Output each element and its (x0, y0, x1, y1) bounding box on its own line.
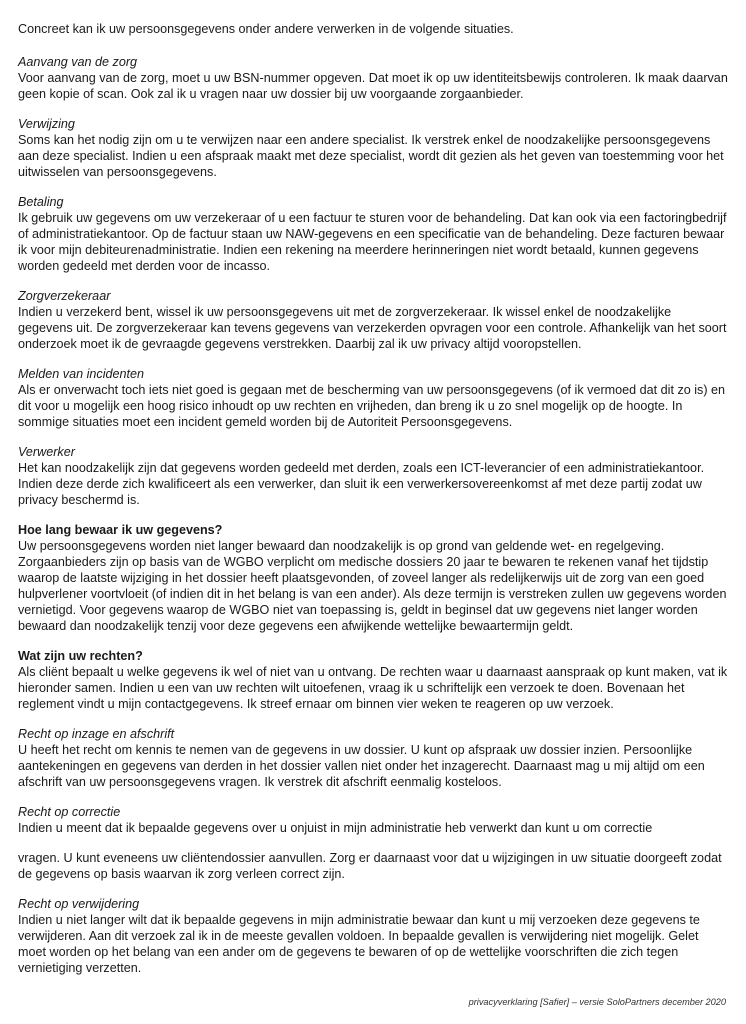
section (18, 366, 728, 430)
section (18, 648, 728, 712)
section-paragraph: vragen. U kunt eveneens uw cliëntendossier aanvullen. Zorg er daarnaast voor dat u wijzigingen in uw situatie doorgeeft zodat de gegevens op basis waarvan ik zorg verleen correct zijn. (18, 851, 722, 881)
section-paragraph: Indien u verzekerd bent, wissel ik uw persoonsgegevens uit met de zorgverzekeraar. Ik wissel enkel de noodzakelijke gegevens uit. De zorgverzekeraar kan tevens gegevens van verzekerden opvragen voor een controle. Afhankelijk van het soort onderzoek moet ik de gevraagde gegevens verstrekken. Daarbij zal ik uw privacy altijd vooropstellen. (18, 305, 727, 351)
subsection-title: Recht op inzage en afschrift (18, 727, 175, 741)
subsection-title: Melden van incidenten (18, 367, 145, 381)
section-paragraph: Als er onverwacht toch iets niet goed is gegaan met de bescherming van uw persoonsgegevens (of ik vermoed dat dit zo is) en dit voor u mogelijk een hoog risico inhoudt op uw rechten en vrijheden, dan breng ik u zo snel mogelijk op de hoogte. In sommige situaties moet een incident gemeld worden bij de Autoriteit Persoonsgegevens. (18, 383, 726, 429)
section-paragraph: Indien u niet langer wilt dat ik bepaalde gegevens in mijn administratie bewaar dan kunt u mij verzoeken deze gegevens te verwijderen. Aan dit verzoek zal ik in de meeste gevallen voldoen. In bepaalde gevallen is verwijdering niet mogelijk. Gelet moet worden op het belang van een ander om de gegevens te bewaren of op de wettelijke voorschriften die zich tegen vernietiging verzetten. (18, 913, 700, 975)
subsection-title: Aanvang van de zorg (18, 55, 138, 69)
section (18, 116, 728, 180)
section (18, 194, 728, 274)
section-heading: Wat zijn uw rechten? (18, 649, 143, 663)
section (18, 804, 728, 882)
sections-container (18, 54, 728, 976)
section-paragraph: Als cliënt bepaalt u welke gegevens ik wel of niet van u ontvang. De rechten waar u daarnaast aanspraak op kunt maken, vat ik hieronder samen. Indien u een van uw rechten wilt uitoefenen, vraag ik u schriftelijk een verzoek te doen. Bovenaan het reglement vindt u mijn contactgegevens. Ik streef ernaar om binnen vier weken te reageren op uw verzoek. (18, 665, 728, 711)
section (18, 726, 728, 790)
subsection-title: Verwerker (18, 445, 75, 459)
section-heading: Hoe lang bewaar ik uw gegevens? (18, 523, 223, 537)
subsection-title: Zorgverzekeraar (18, 289, 111, 303)
section (18, 54, 728, 102)
section (18, 896, 728, 976)
section (18, 444, 728, 508)
section-paragraph: Soms kan het nodig zijn om u te verwijzen naar een andere specialist. Ik verstrek enkel de noodzakelijke persoonsgegevens aan deze specialist. Indien u een afspraak maakt met deze specialist, wordt dit gezien als het geven van toestemming voor het uitwisselen van persoonsgegevens. (18, 133, 724, 179)
page-footer: privacyverklaring [Safier] – versie SoloPartners december 2020 (468, 997, 726, 1007)
subsection-title: Verwijzing (18, 117, 75, 131)
subsection-title: Recht op correctie (18, 805, 121, 819)
section-paragraph: Ik gebruik uw gegevens om uw verzekeraar of u een factuur te sturen voor de behandeling. Dat kan ook via een factoringbedrijf of administratiekantoor. Op de factuur staan uw NAW-gegevens en een specificatie van de behandeling. Deze facturen bewaar ik voor mijn debiteurenadministratie. Indien een rekening na meerdere herinneringen niet wordt betaald, kunnen gegevens worden gedeeld met derden voor de incasso. (18, 211, 727, 273)
section-paragraph: Uw persoonsgegevens worden niet langer bewaard dan noodzakelijk is op grond van geldende wet- en regelgeving. Zorgaanbieders zijn op basis van de WGBO verplicht om medische dossiers 20 jaar te bewaren te rekenen vanaf het tijdstip waarop de laatste wijziging in het dossier heeft plaatsgevonden, of zoveel langer als redelijkerwijs uit de zorg van een goed hulpverlener voortvloeit (of indien dit in het belang is van een ander). Als deze termijn is verstreken zullen uw gegevens worden vernietigd. Voor gegevens waarop de WGBO niet van toepassing is, geldt in beginsel dat uw gegevens niet langer worden bewaard dan noodzakelijk tenzij voor deze gegevens een afwijkende wettelijke bewaartermijn geldt. (18, 539, 727, 633)
section-paragraph: Het kan noodzakelijk zijn dat gegevens worden gedeeld met derden, zoals een ICT-leverancier of een administratiekantoor. Indien deze derde zich kwalificeert als een verwerker, dan sluit ik een verwerkersovereenkomst af met deze partij zodat uw privacy beschermd is. (18, 461, 705, 507)
section (18, 522, 728, 634)
subsection-title: Recht op verwijdering (18, 897, 140, 911)
section-paragraph: Indien u meent dat ik bepaalde gegevens over u onjuist in mijn administratie heb verwerkt dan kunt u om correctie (18, 821, 653, 835)
subsection-title: Betaling (18, 195, 64, 209)
section (18, 288, 728, 352)
section-paragraph: U heeft het recht om kennis te nemen van de gegevens in uw dossier. U kunt op afspraak uw dossier inzien. Persoonlijke aantekeningen en gegevens van derden in het dossier vallen niet onder het inzagerecht. Daarnaast mag u mij altijd om een afschrift van uw persoonsgegevens vragen. Ik verstrek dit afschrift eenmalig kosteloos. (18, 743, 705, 789)
section-paragraph: Voor aanvang van de zorg, moet u uw BSN-nummer opgeven. Dat moet ik op uw identiteitsbewijs controleren. Ik maak daarvan geen kopie of scan. Ook zal ik u vragen naar uw dossier bij uw voorgaande zorgaanbieder. (18, 71, 728, 101)
intro-text: Concreet kan ik uw persoonsgegevens onder andere verwerken in de volgende situaties. (18, 22, 514, 36)
